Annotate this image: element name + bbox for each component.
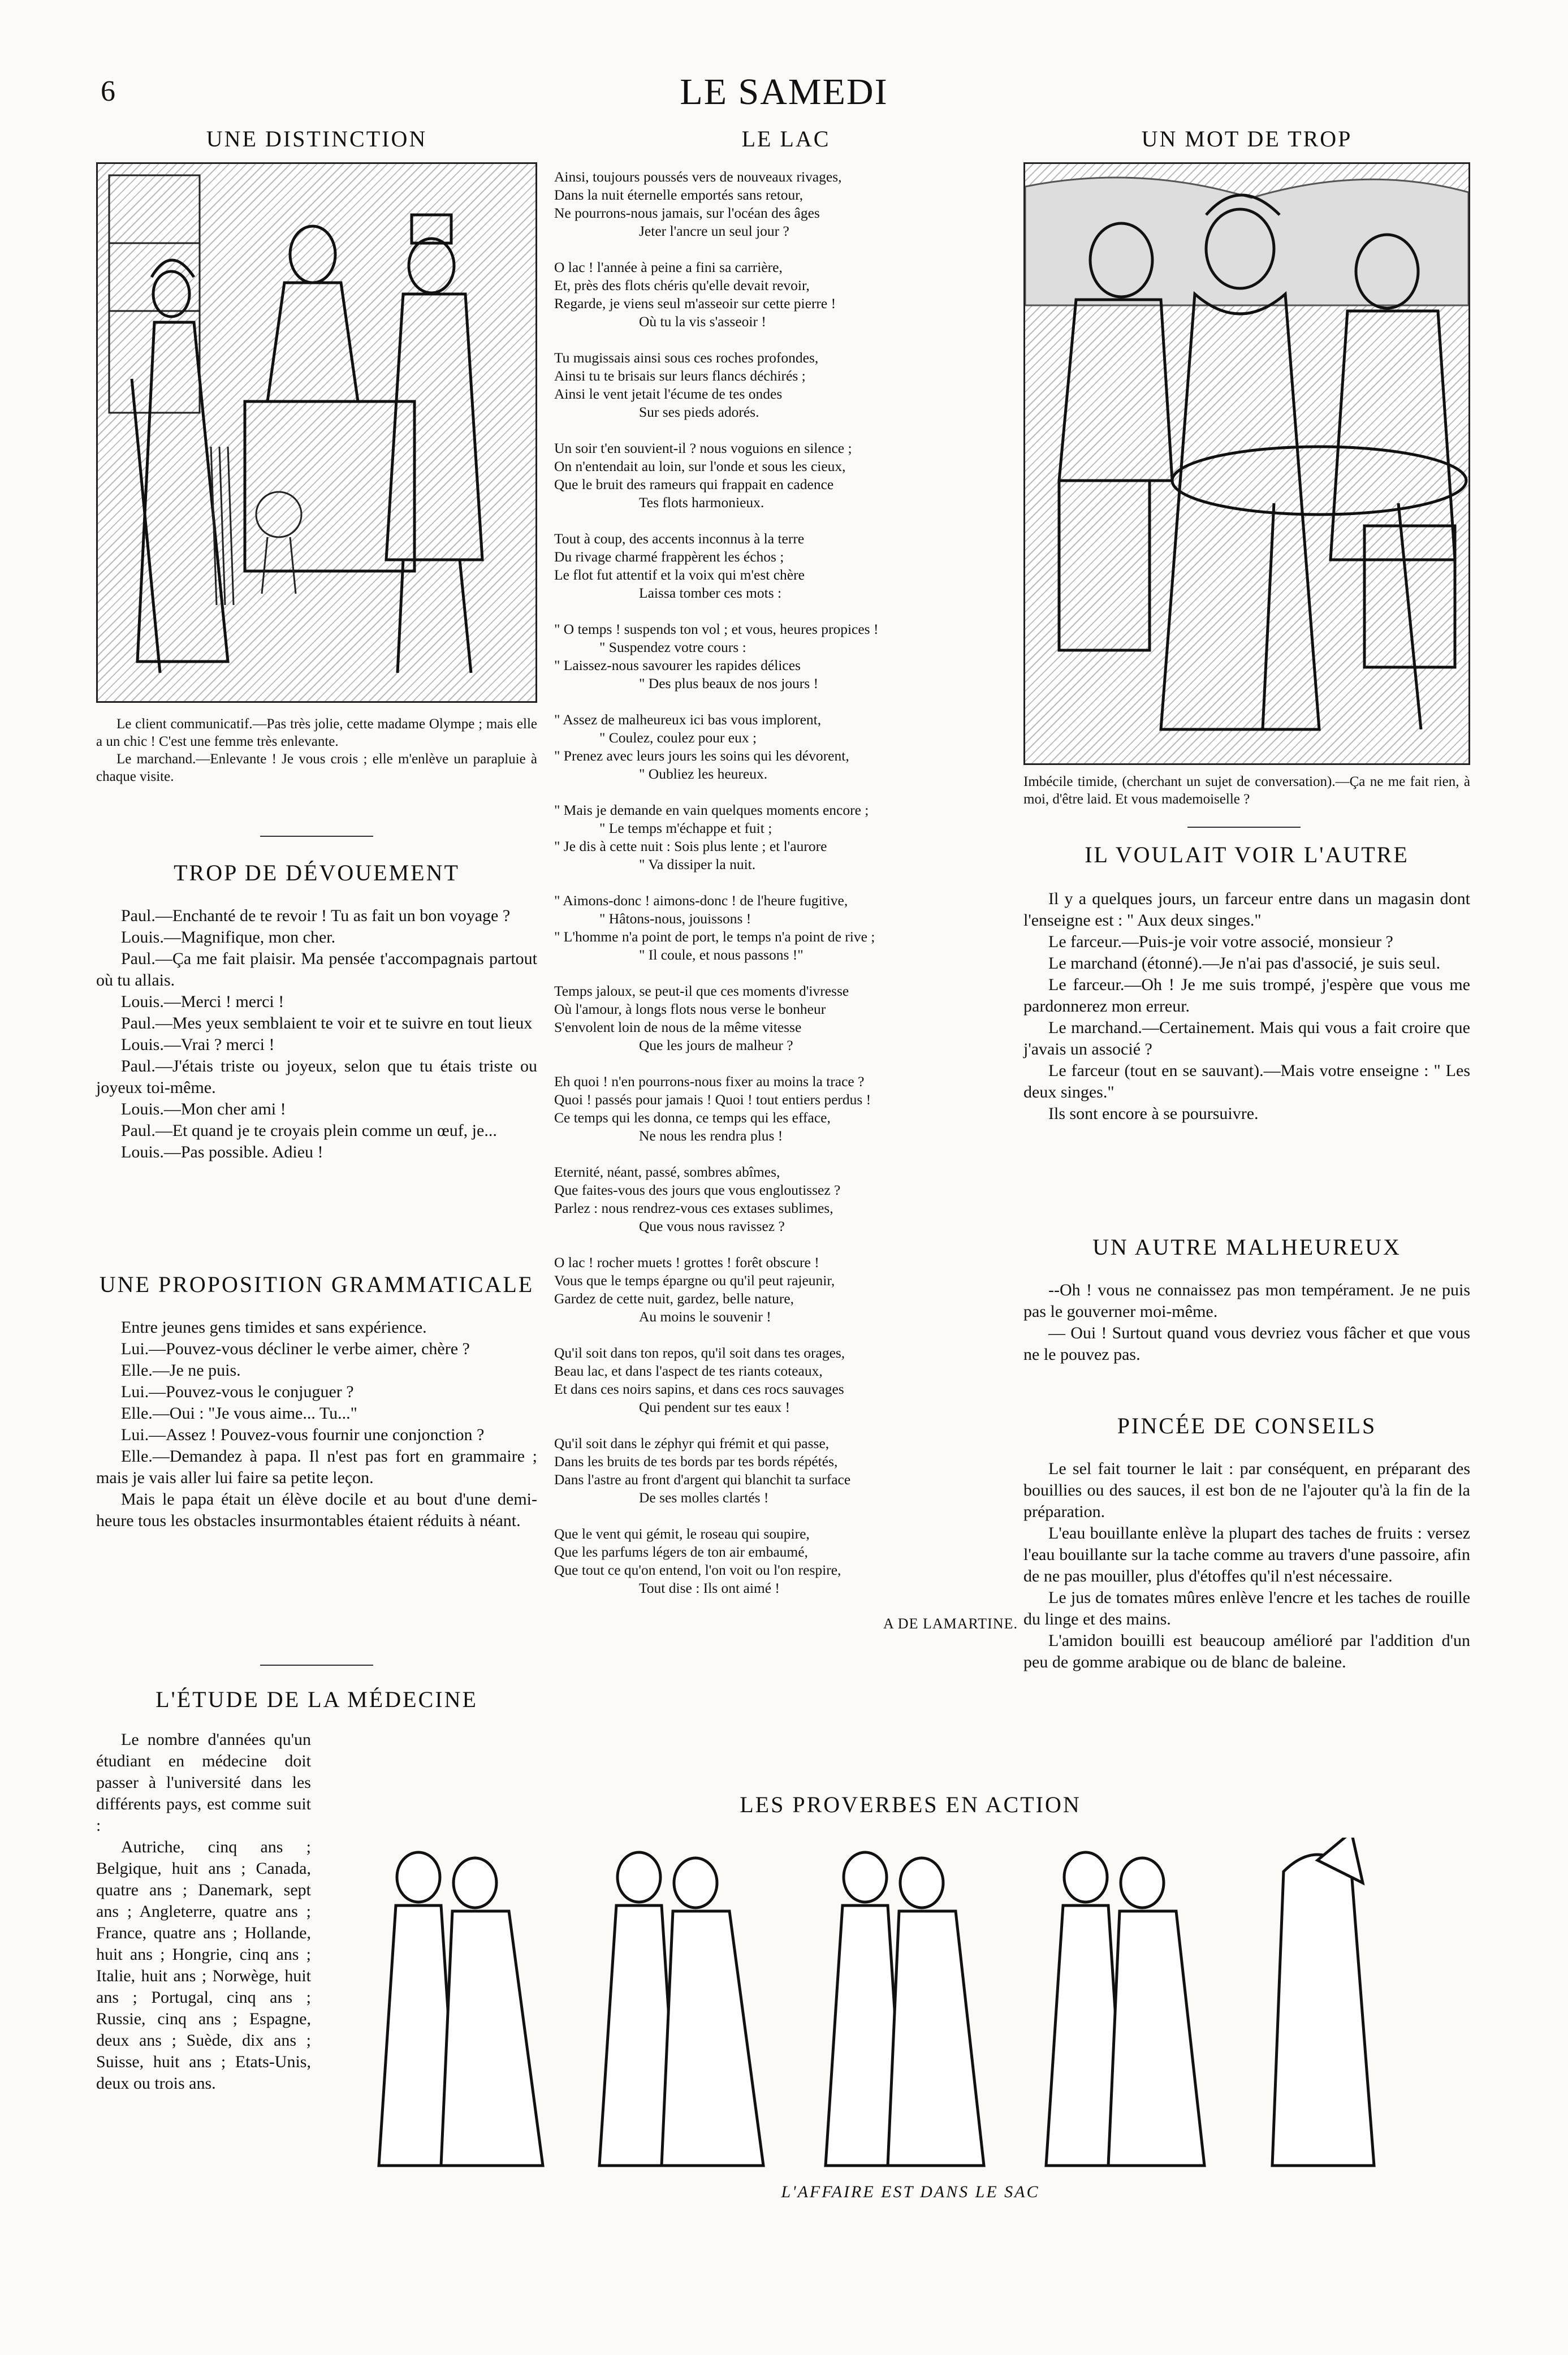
poem-stanza bbox=[554, 801, 1018, 874]
dialogue-line: Le farceur (tout en se sauvant).—Mais votre enseigne : " Les deux singes." bbox=[1023, 1061, 1470, 1101]
poem-line: " Prenez avec leurs jours les soins qui les dévorent, bbox=[554, 747, 849, 764]
mot-caption: Imbécile timide, (cherchant un sujet de conversation).—Ça ne me fait rien, à moi, d'être laid. Et vous mademoiselle ? bbox=[1023, 774, 1470, 807]
lac-section bbox=[554, 126, 1018, 1632]
dialogue-line: Le farceur.—Puis-je voir votre associé, monsieur ? bbox=[1048, 932, 1393, 951]
poem-line: Que vous nous ravissez ? bbox=[639, 1218, 785, 1234]
poem-line: Que les parfums légers de ton air embaumé, bbox=[554, 1544, 808, 1560]
proverbes-caption: L'AFFAIRE EST DANS LE SAC bbox=[781, 2183, 1040, 2201]
poem-line: " Mais je demande en vain quelques moments encore ; bbox=[554, 802, 869, 818]
dialogue-line: Paul.—J'étais triste ou joyeux, selon que tu étais triste ou joyeux toi-même. bbox=[96, 1057, 537, 1097]
poem-stanza bbox=[554, 439, 1018, 512]
dialogue-line: Entre jeunes gens timides et sans expérience. bbox=[121, 1318, 427, 1337]
paragraph: Le sel fait tourner le lait : par conséquent, en préparant des bouillies ou des sauces, il est bon de ne l'ajouter qu'à la fin de la préparation. bbox=[1023, 1459, 1470, 1521]
proverbes-illustration bbox=[356, 1838, 1470, 2171]
poem-line: Eh quoi ! n'en pourrons-nous fixer au moins la trace ? bbox=[554, 1073, 865, 1090]
distinction-title: UNE DISTINCTION bbox=[206, 126, 427, 152]
poem-line: Du rivage charmé frappèrent les échos ; bbox=[554, 548, 784, 565]
poem-stanza bbox=[554, 892, 1018, 964]
couple-figure bbox=[379, 1852, 543, 2166]
poem-stanza bbox=[554, 1073, 1018, 1145]
poem-stanza bbox=[554, 530, 1018, 602]
poem-stanza bbox=[554, 1434, 1018, 1507]
dialogue-line: Le marchand (étonné).—Je n'ai pas d'associé, je suis seul. bbox=[1048, 954, 1441, 973]
paragraph: Autriche, cinq ans ; Belgique, huit ans ; Canada, quatre ans ; Danemark, sept ans ; Angleterre, quatre ans ; France, quatre ans ; Hollande, huit ans ; Hongrie, cinq ans ; Italie, huit ans ; Norwège, huit ans ; Portugal, cinq ans ; Russie, cinq ans ; Espagne, deux ans ; Suède, dix ans ; Suisse, huit ans ; Etats-Unis, deux ou trois ans. bbox=[96, 1838, 311, 2093]
dialogue-line: — Oui ! Surtout quand vous devriez vous fâcher et que vous ne le pouvez pas. bbox=[1023, 1324, 1470, 1364]
poem-line: " Laissez-nous savourer les rapides délices bbox=[554, 657, 801, 673]
conseils-title: PINCÉE DE CONSEILS bbox=[1117, 1413, 1377, 1438]
malheureux-title: UN AUTRE MALHEUREUX bbox=[1092, 1234, 1401, 1260]
poem-line: Tout à coup, des accents inconnus à la terre bbox=[554, 530, 805, 547]
page-number: 6 bbox=[101, 75, 115, 107]
poem-line: S'envolent loin de nous de la même vitesse bbox=[554, 1019, 802, 1035]
dialogue-line: Louis.—Vrai ? merci ! bbox=[121, 1035, 275, 1054]
caption-line: Le client communicatif.—Pas très jolie, cette madame Olympe ; mais elle a un chic ! C'est une femme très enlevante. bbox=[96, 716, 537, 749]
conseils-text bbox=[1023, 1458, 1470, 1673]
poem-line: Ce temps qui les donna, ce temps qui les efface, bbox=[554, 1109, 831, 1126]
poem-line: Dans la nuit éternelle emportés sans retour, bbox=[554, 187, 804, 203]
medecine-title: L'ÉTUDE DE LA MÉDECINE bbox=[155, 1687, 478, 1712]
poem-line: Ne pourrons-nous jamais, sur l'océan des âges bbox=[554, 205, 820, 221]
malheureux-text bbox=[1023, 1280, 1470, 1366]
medecine-text bbox=[96, 1729, 311, 2094]
dialogue-line: Il y a quelques jours, un farceur entre dans un magasin dont l'enseigne est : " Aux deux singes." bbox=[1023, 889, 1470, 930]
poem-line: " Assez de malheureux ici bas vous implorent, bbox=[554, 711, 822, 728]
poem-line: " Aimons-donc ! aimons-donc ! de l'heure fugitive, bbox=[554, 892, 848, 909]
dialogue-line: Le farceur.—Oh ! Je me suis trompé, j'espère que vous me pardonnerez mon erreur. bbox=[1023, 975, 1470, 1016]
mot-title: UN MOT DE TROP bbox=[1141, 126, 1353, 152]
distinction-caption bbox=[96, 715, 537, 785]
poem-line: Qui pendent sur tes eaux ! bbox=[639, 1399, 790, 1415]
poem-line: " Oubliez les heureux. bbox=[639, 766, 768, 782]
poem-line: Vous que le temps épargne ou qu'il peut rajeunir, bbox=[554, 1272, 835, 1289]
lac-poem bbox=[554, 168, 1018, 1597]
poem-line: On n'entendait au loin, sur l'onde et sous les cieux, bbox=[554, 458, 846, 474]
poem-line: Jeter l'ancre un seul jour ? bbox=[639, 223, 789, 239]
poem-line: Où tu la vis s'asseoir ! bbox=[639, 313, 766, 330]
poem-line: Et dans ces noirs sapins, et dans ces rocs sauvages bbox=[554, 1381, 844, 1397]
dialogue-line: Louis.—Magnifique, mon cher. bbox=[121, 928, 336, 947]
poem-line: Que les jours de malheur ? bbox=[639, 1037, 793, 1053]
poem-stanza bbox=[554, 711, 1018, 783]
dialogue-line: Elle.—Je ne puis. bbox=[121, 1361, 241, 1380]
poem-line: " O temps ! suspends ton vol ; et vous, heures propices ! bbox=[554, 621, 879, 637]
voulait-section bbox=[1023, 841, 1470, 1125]
dialogue-line: Ils sont encore à se poursuivre. bbox=[1048, 1104, 1259, 1123]
lac-title: LE LAC bbox=[741, 126, 831, 152]
dialogue-line: Lui.—Pouvez-vous décliner le verbe aimer, chère ? bbox=[121, 1339, 470, 1358]
dialogue-line: Lui.—Pouvez-vous le conjuguer ? bbox=[121, 1382, 354, 1401]
dialogue-line: Louis.—Mon cher ami ! bbox=[121, 1100, 286, 1118]
poem-stanza bbox=[554, 1525, 1018, 1597]
poem-line: De ses molles clartés ! bbox=[639, 1489, 769, 1506]
divider bbox=[260, 836, 373, 837]
distinction-section bbox=[96, 126, 537, 785]
poem-line: Au moins le souvenir ! bbox=[639, 1308, 771, 1325]
poem-line: Ainsi, toujours poussés vers de nouveaux rivages, bbox=[554, 168, 842, 185]
dialogue-line: Paul.—Mes yeux semblaient te voir et te suivre en tout lieux bbox=[121, 1014, 533, 1032]
poem-line: Eternité, néant, passé, sombres abîmes, bbox=[554, 1164, 780, 1180]
voulait-text bbox=[1023, 888, 1470, 1125]
poem-line: Tes flots harmonieux. bbox=[639, 494, 764, 511]
voulait-title: IL VOULAIT VOIR L'AUTRE bbox=[1085, 842, 1409, 867]
poem-line: Temps jaloux, se peut-il que ces moments d'ivresse bbox=[554, 983, 849, 999]
poem-line: " Suspendez votre cours : bbox=[599, 639, 746, 655]
poem-line: Beau lac, et dans l'aspect de tes riants coteaux, bbox=[554, 1363, 823, 1379]
poem-line: Un soir t'en souvient-il ? nous voguions en silence ; bbox=[554, 440, 852, 456]
conseils-section bbox=[1023, 1412, 1470, 1673]
masthead: LE SAMEDI bbox=[680, 71, 888, 113]
medecine-section bbox=[96, 1686, 537, 1713]
poem-stanza bbox=[554, 620, 1018, 693]
dialogue-line: Elle.—Oui : "Je vous aime... Tu..." bbox=[121, 1404, 357, 1423]
divider bbox=[1187, 827, 1301, 828]
poem-line: Ainsi le vent jetait l'écume de tes ondes bbox=[554, 386, 783, 402]
poem-line: Ainsi tu te brisais sur leurs flancs déchirés ; bbox=[554, 368, 806, 384]
dialogue-line: Paul.—Et quand je te croyais plein comme un œuf, je... bbox=[121, 1121, 497, 1140]
devouement-section bbox=[96, 859, 537, 1163]
devouement-text bbox=[96, 905, 537, 1163]
dialogue-line: Le marchand.—Certainement. Mais qui vous a fait croire que j'avais un associé ? bbox=[1023, 1018, 1470, 1058]
poem-line: Qu'il soit dans le zéphyr qui frémit et qui passe, bbox=[554, 1435, 830, 1451]
poem-line: Parlez : nous rendrez-vous ces extases sublimes, bbox=[554, 1200, 833, 1216]
poem-line: Dans l'astre au front d'argent qui blanchit ta surface bbox=[554, 1471, 851, 1488]
poem-stanza bbox=[554, 1163, 1018, 1235]
poem-line: " Le temps m'échappe et fuit ; bbox=[599, 820, 772, 836]
dialogue-line: Lui.—Assez ! Pouvez-vous fournir une conjonction ? bbox=[121, 1425, 485, 1444]
poem-line: Dans les bruits de tes bords par tes bords répétés, bbox=[554, 1453, 838, 1470]
poem-line: Quoi ! passés pour jamais ! Quoi ! tout entiers perdus ! bbox=[554, 1091, 871, 1108]
poem-stanza bbox=[554, 1344, 1018, 1416]
poem-line: Ne nous les rendra plus ! bbox=[639, 1127, 783, 1144]
lac-signature: A DE LAMARTINE. bbox=[883, 1615, 1018, 1632]
malheureux-section bbox=[1023, 1234, 1470, 1366]
poem-stanza bbox=[554, 349, 1018, 421]
distinction-illustration bbox=[96, 162, 537, 703]
dialogue-line: Paul.—Ça me fait plaisir. Ma pensée t'accompagnais partout où tu allais. bbox=[96, 949, 537, 989]
proposition-title: UNE PROPOSITION GRAMMATICALE bbox=[99, 1272, 534, 1297]
divider bbox=[260, 1665, 373, 1666]
poem-stanza bbox=[554, 982, 1018, 1055]
poem-line: " Des plus beaux de nos jours ! bbox=[639, 675, 819, 692]
poem-stanza bbox=[554, 168, 1018, 240]
poem-line: Que le bruit des rameurs qui frappait en cadence bbox=[554, 476, 834, 492]
poem-line: Qu'il soit dans ton repos, qu'il soit dans tes orages, bbox=[554, 1345, 845, 1361]
dialogue-line: Mais le papa était un élève docile et au bout d'une demi-heure tous les obstacles insurmontables étaient réduits à néant. bbox=[96, 1490, 537, 1530]
mot-section bbox=[1023, 126, 1470, 808]
proverbes-title: LES PROVERBES EN ACTION bbox=[740, 1792, 1081, 1817]
poem-stanza bbox=[554, 258, 1018, 331]
poem-line: Et, près des flots chéris qu'elle devait revoir, bbox=[554, 277, 810, 293]
poem-line: Tout dise : Ils ont aimé ! bbox=[639, 1580, 780, 1596]
poem-line: Sur ses pieds adorés. bbox=[639, 404, 759, 420]
dialogue-line: Elle.—Demandez à papa. Il n'est pas fort en grammaire ; mais je vais aller lui faire sa petite leçon. bbox=[96, 1447, 537, 1487]
poem-line: Le flot fut attentif et la voix qui m'est chère bbox=[554, 567, 805, 583]
poem-line: " Coulez, coulez pour eux ; bbox=[599, 729, 757, 746]
paragraph: L'amidon bouilli est beaucoup amélioré par l'addition d'un peu de gomme arabique ou de blanc de baleine. bbox=[1023, 1631, 1470, 1671]
paragraph: Le jus de tomates mûres enlève l'encre et les taches de rouille du linge et des mains. bbox=[1023, 1588, 1470, 1628]
poem-line: Où l'amour, à longs flots nous verse le bonheur bbox=[554, 1001, 826, 1017]
poem-line: Que tout ce qu'on entend, l'on voit ou l'on respire, bbox=[554, 1562, 841, 1578]
paragraph: Le nombre d'années qu'un étudiant en médecine doit passer à l'université dans les différents pays, est comme suit : bbox=[96, 1730, 311, 1835]
paragraph: L'eau bouillante enlève la plupart des taches de fruits : versez l'eau bouillante sur la tache comme au travers d'une passoire, afin de ne pas mouiller, plus d'étoffes qu'il n'est nécessaire. bbox=[1023, 1524, 1470, 1585]
poem-line: " Je dis à cette nuit : Sois plus lente ; et l'aurore bbox=[554, 838, 827, 854]
poem-line: " Va dissiper la nuit. bbox=[639, 856, 756, 872]
poem-line: Laissa tomber ces mots : bbox=[639, 585, 782, 601]
caption-line: Le marchand.—Enlevante ! Je vous crois ; elle m'enlève un parapluie à chaque visite. bbox=[96, 751, 537, 784]
dialogue-line: Louis.—Merci ! merci ! bbox=[121, 992, 284, 1011]
poem-stanza bbox=[554, 1254, 1018, 1326]
dialogue-line: --Oh ! vous ne connaissez pas mon tempérament. Je ne puis pas le gouverner moi-même. bbox=[1023, 1281, 1470, 1321]
poem-line: O lac ! l'année à peine a fini sa carrière, bbox=[554, 259, 783, 275]
proposition-text bbox=[96, 1317, 537, 1532]
poem-line: Tu mugissais ainsi sous ces roches profondes, bbox=[554, 349, 819, 366]
poem-line: " Hâtons-nous, jouissons ! bbox=[599, 910, 751, 927]
poem-line: Regarde, je viens seul m'asseoir sur cette pierre ! bbox=[554, 295, 836, 312]
poem-line: Que faites-vous des jours que vous engloutissez ? bbox=[554, 1182, 841, 1198]
dialogue-line: Louis.—Pas possible. Adieu ! bbox=[121, 1143, 323, 1161]
proposition-section bbox=[96, 1271, 537, 1532]
poem-line: Gardez de cette nuit, gardez, belle nature, bbox=[554, 1290, 794, 1307]
devouement-title: TROP DE DÉVOUEMENT bbox=[174, 860, 460, 885]
poem-line: Que le vent qui gémit, le roseau qui soupire, bbox=[554, 1526, 810, 1542]
mot-illustration bbox=[1023, 162, 1470, 765]
dialogue-line: Paul.—Enchanté de te revoir ! Tu as fait un bon voyage ? bbox=[121, 906, 511, 925]
poem-line: O lac ! rocher muets ! grottes ! forêt obscure ! bbox=[554, 1254, 819, 1271]
poem-line: " L'homme n'a point de port, le temps n'a point de rive ; bbox=[554, 928, 875, 945]
poem-line: " Il coule, et nous passons !" bbox=[639, 947, 804, 963]
